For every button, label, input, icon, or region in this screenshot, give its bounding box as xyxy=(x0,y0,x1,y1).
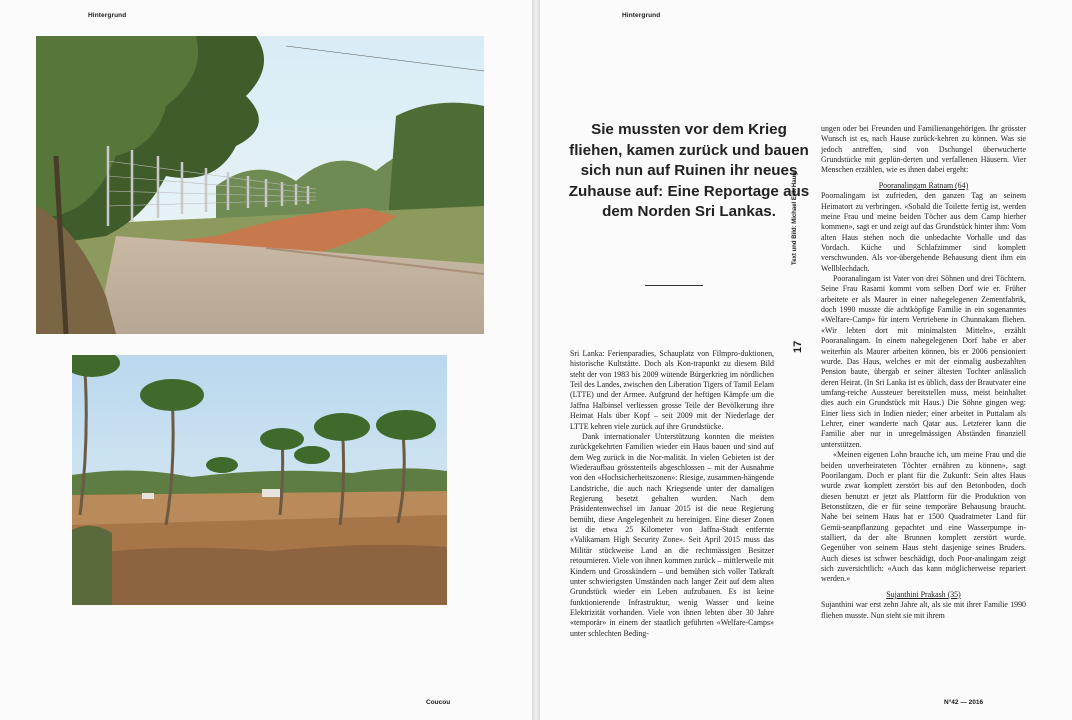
paragraph: «Meinen eigenen Lohn brauche ich, um meine Frau und die beiden unverheirateten Töchter ernähren zu können», sagt Poorilangam. Doch er plant für die Zukunft: Sein altes Haus wurde zwar komplett zerstört bis auf den Betonboden, doch diesen benutzt er jetzt als Plattform für die Produktion von Betonstützen, die er für seine temporäre Behausung braucht. Nahe bei seinem Haus hat er 1500 Quadratmeter Land für Gemü-seanpflanzung gepachtet und eine Wasserpumpe in-stalliert, da der alte Brunnen komplett zerstört wurde. Gegenüber von seinem Haus steht dasjenige seines Bruders. Auch dieses ist schwer beschädigt, doch Poor-analingam zeigt sich zuversichtlich: «Auch das kann möglicherweise repariert werden.» xyxy=(821,450,1026,584)
road-photo-illustration xyxy=(36,36,484,334)
paragraph: ungen oder bei Freunden und Familienangehörigen. Ihr grösster Wunsch ist es, nach Hause zurück-kehren zu können. Was sie jedoch antreffen, sind von Dschungel überwucherte Grundstücke mit geplün-derten und verfallenen Häusern. Vier Menschen erzählen, wie es ihnen dabei ergeht: xyxy=(821,124,1026,175)
paragraph: Dank internationaler Unterstützung konnten die meisten zurückgekehrten Familien wieder ein Haus bauen und sind auf dem Weg zurück in die Nor-malität. In vielen Gebieten ist der Wiederaufbau grösstenteils abgeschlossen – mit der Ausnahme von den «Hochsicherheitszonen»: Riesige, zusammen-hängende Landstriche, die auch nach Kriegsende unter der damaligen Regierung besetzt gehalten wurden. Nach dem Präsidentenwechsel im Januar 2015 ist die neue Regierung bemüht, diese Angelegenheit zu bereinigen. Eine dieser Zonen ist die etwa 25 Kilometer von Jaffna-Stadt entfernte «Valikamam High Security Zone». Seit April 2015 muss das Militär stückweise Land an die rechtmässigen Besitzer retournieren. Viele von ihnen kommen zurück – mittlerweile mit Kindern und Grosskindern – und bemühen sich voller Tatkraft unter schwierigsten Umständen nach langer Zeit auf dem alten Grundstück wieder ein Leben aufzubauen. Es ist keine funktionierende Infrastruktur, wenig Wasser und keine Elektrizität vorhanden. Viele von ihnen lebten über 30 Jahre «temporär» in einem der staatlich geführten «Welfare-Camps» unter schlechten Beding- xyxy=(570,431,774,638)
page-number: 17 xyxy=(792,340,804,353)
paragraph: Sujanthini war erst zehn Jahre alt, als sie mit ihrer Familie 1990 fliehen musste. Nun steht sie mit ihrem xyxy=(821,600,1026,620)
right-page xyxy=(540,0,1072,720)
palm-photo-illustration xyxy=(72,355,447,605)
headline-rule xyxy=(645,285,703,286)
subheading: Pooranalingam Ratnam (64) xyxy=(878,180,969,190)
paragraph: Poornalingam ist zufrieden, den ganzen Tag an seinem Heimatort zu verbringen. «Sobald die Toilette fertig ist, werden meine Frau und meine beiden Töcher aus dem Camp hierher kommen», sagt er und zeigt auf das Grundstück hinter ihm: Vom alten Haus stehen noch die unbedachte Vorhalle und das Vordach. Küche und Schlafzimmer sind komplett verschwunden. Als vor-übergehende Behausung dient ihm ein Wellblechdach. xyxy=(821,191,1026,273)
palm-photo xyxy=(72,355,447,605)
subheading: Sujanthini Prakash (35) xyxy=(886,589,961,599)
paragraph: Pooranalingam ist Vater von drei Söhnen und drei Töchtern. Seine Frau Rasami kommt vom selben Dorf wie er. Früher arbeitete er als Maurer in einer nahegelegenen Zementfabrik, doch 1990 musste die achtköpfige Familie in ein sogenanntes «Welfare-Camp» für intern Vertriebene in Chunnakam fliehen. «Wir lebten dort mit minimalsten Mitteln», erzählt Pooranalingam. In einem nahegelegenen Dorf habe er aber weiterhin als Maurer arbeiten können, bis er 2006 pensioniert wurde. Das Haus, welches er mit der einmalig ausbezahlten Pension baute, übergab er seiner ältesten Tochter anlässlich deren Heirat. (In Sri Lanka ist es üblich, dass der Brautvater eine umfang-reiche Aussteuer bereitstellen muss, meist beinhaltet dies auch ein Grundstück mit Haus.) Die Söhne gingen weg: Einer liess sich in Indien nieder; einer arbeitet in Puttalam als Lehrer, einer wanderte nach Qatar aus. Letzterer kann die Familie aber nur in unregelmässigen Abständen finanziell unterstützen. xyxy=(821,274,1026,449)
headline: Sie mussten vor dem Krieg fliehen, kamen zurück und bauen sich nun auf Ruinen ihr neues Zuhause auf: Eine Reportage aus dem Norden Sri Lankas. xyxy=(568,121,810,221)
spine-gutter xyxy=(532,0,540,720)
issue-label: N°42 — 2016 xyxy=(944,699,984,706)
body-column-2 xyxy=(821,124,1026,621)
footer-label: Coucou xyxy=(426,699,451,706)
running-head: Hintergrund xyxy=(622,12,661,19)
body-column-1 xyxy=(570,349,774,639)
road-photo xyxy=(36,36,484,334)
left-page xyxy=(0,0,532,720)
author-credit: Text und Bild: Michael Erik Haug xyxy=(792,172,798,265)
running-head: Hintergrund xyxy=(88,12,127,19)
paragraph: Sri Lanka: Ferienparadies, Schauplatz von Filmpro-duktionen, historische Kultstätte. Doch als Kon-trapunkt zu diesem Bild steht der von 1983 bis 2009 wütende Bürgerkrieg im nördlichen Teil des Landes, zwischen den Liberation Tigers of Tamil Eelam (LTTE) und der Armee. Aufgrund der heftigen Kämpfe um die Jaffna Halbinsel verliessen grosse Teile der Bevölkerung ihre Heimat Hals über Kopf – seit 2009 mit der Niederlage der LTTE kehren viele zurück auf ihre Grundstücke. xyxy=(570,349,774,431)
